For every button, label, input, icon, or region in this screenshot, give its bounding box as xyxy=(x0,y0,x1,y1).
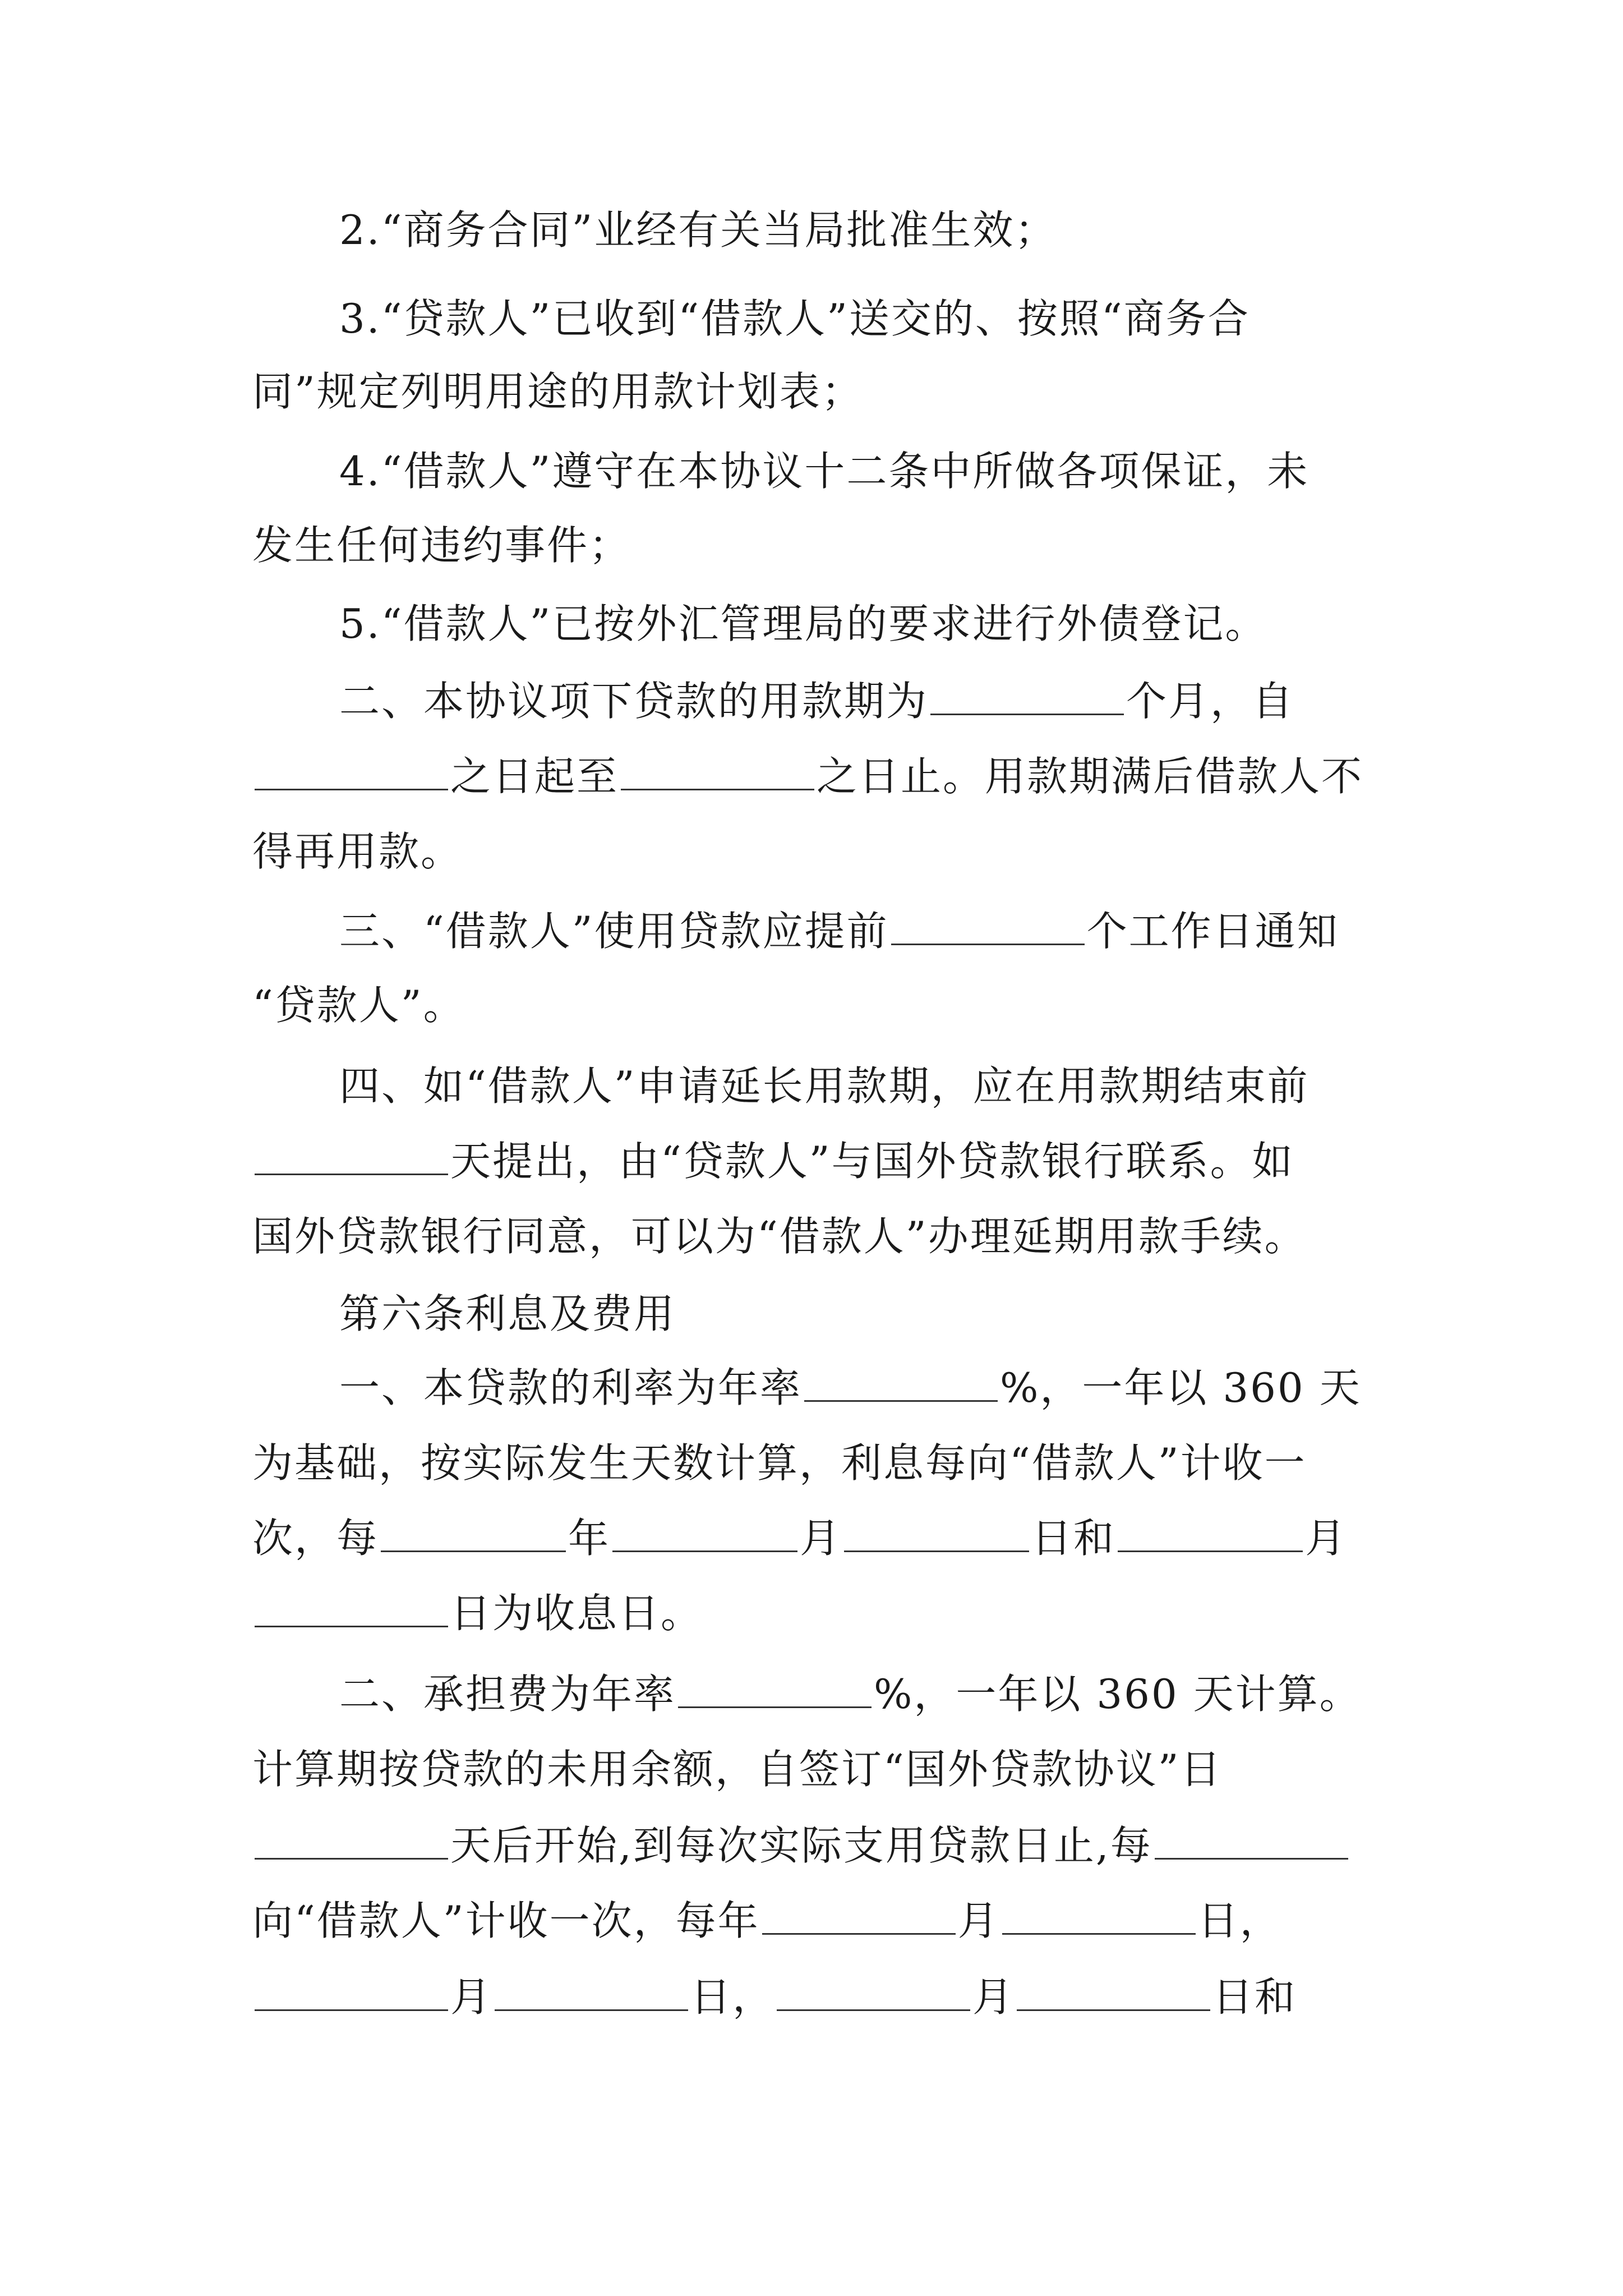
text: %，一年以 360 天计算。 xyxy=(874,1671,1362,1718)
clause-line xyxy=(252,364,1374,420)
text: 月 xyxy=(800,1515,842,1562)
text: 日， xyxy=(690,1973,775,2021)
fill-blank xyxy=(891,904,1085,945)
text: 个月，自 xyxy=(1126,678,1295,725)
text: 计算期按贷款的未用余额，自签订“国外贷款协议”日 xyxy=(252,1746,1223,1793)
text: 4.“借款人”遵守在本协议十二条中所做各项保证，未 xyxy=(339,448,1310,495)
fill-blank xyxy=(255,1819,448,1860)
fill-blank xyxy=(381,1511,566,1552)
fill-blank xyxy=(1017,1970,1210,2011)
clause-line xyxy=(252,673,1461,729)
text: 二、承担费为年率 xyxy=(339,1671,676,1718)
text: 为基础，按实际发生天数计算，利息每向“借款人”计收一 xyxy=(252,1439,1307,1487)
fill-blank xyxy=(804,1361,998,1402)
text: 次，每 xyxy=(252,1515,379,1562)
text: 三、“借款人”使用贷款应提前 xyxy=(339,908,889,955)
text: 同”规定列明用途的用款计划表； xyxy=(252,368,864,415)
text: 2.“商务合同”业经有关当局批准生效； xyxy=(339,206,1057,254)
clause-line xyxy=(252,1893,1374,1949)
clause-line xyxy=(252,291,1461,347)
clause-line xyxy=(252,903,1461,959)
text: 第六条利息及费用 xyxy=(339,1290,676,1337)
section-heading xyxy=(252,1286,1461,1342)
fill-blank xyxy=(1155,1819,1348,1860)
fill-blank xyxy=(762,1894,956,1935)
clause-line xyxy=(252,1741,1374,1797)
text: 得再用款。 xyxy=(252,828,463,875)
fill-blank xyxy=(1002,1894,1196,1935)
text: 个工作日通知 xyxy=(1086,908,1339,955)
clause-line xyxy=(252,1666,1461,1722)
fill-blank xyxy=(612,1511,797,1552)
fill-blank xyxy=(255,1134,448,1175)
clause-line xyxy=(252,1435,1374,1491)
text: 日为收息日。 xyxy=(450,1590,703,1637)
fill-blank xyxy=(255,749,448,790)
clause-line xyxy=(252,823,1374,880)
fill-blank xyxy=(495,1970,688,2011)
text: 之日止。用款期满后借款人不 xyxy=(817,753,1364,800)
text: 发生任何违约事件； xyxy=(252,522,631,569)
clause-line xyxy=(252,1360,1461,1416)
fill-blank xyxy=(621,749,814,790)
text: 月 xyxy=(1305,1515,1348,1562)
text: 向“借款人”计收一次，每年 xyxy=(252,1897,760,1944)
text: 四、如“借款人”申请延长用款期，应在用款期结束前 xyxy=(339,1062,1310,1110)
fill-blank xyxy=(930,674,1124,715)
text: “贷款人”。 xyxy=(252,982,465,1029)
clause-line xyxy=(252,1818,1374,1874)
text: 日， xyxy=(1197,1897,1282,1944)
fill-blank xyxy=(1118,1511,1303,1552)
text: 日和 xyxy=(1031,1515,1116,1562)
text: 二、本协议项下贷款的用款期为 xyxy=(339,678,929,725)
clause-line xyxy=(252,1208,1374,1264)
fill-blank xyxy=(678,1667,872,1708)
text: 国外贷款银行同意，可以为“借款人”办理延期用款手续。 xyxy=(252,1213,1307,1260)
clause-line xyxy=(252,202,1461,258)
clause-line xyxy=(252,748,1374,804)
text: 一、本贷款的利率为年率 xyxy=(339,1364,803,1411)
text: 月 xyxy=(972,1973,1015,2021)
text: %，一年以 360 天 xyxy=(1000,1364,1362,1411)
fill-blank xyxy=(777,1970,970,2011)
clause-line xyxy=(252,977,1374,1033)
text: 之日起至 xyxy=(450,753,619,800)
text: 年 xyxy=(568,1515,611,1562)
text: 天后开始,到每次实际支用贷款日止,每 xyxy=(450,1822,1152,1869)
text: 日和 xyxy=(1212,1973,1297,2021)
text: 月 xyxy=(957,1897,1000,1944)
fill-blank xyxy=(255,1970,448,2011)
clause-line xyxy=(252,517,1374,573)
clause-line xyxy=(252,443,1461,499)
clause-line xyxy=(252,1510,1374,1566)
clause-line xyxy=(252,1585,1374,1641)
clause-line xyxy=(252,1969,1374,2025)
clause-line xyxy=(252,596,1461,652)
text: 5.“借款人”已按外汇管理局的要求进行外债登记。 xyxy=(339,600,1267,647)
text: 3.“贷款人”已收到“借款人”送交的、按照“商务合 xyxy=(339,295,1250,342)
fill-blank xyxy=(844,1511,1029,1552)
fill-blank xyxy=(255,1586,448,1627)
clause-line xyxy=(252,1133,1374,1189)
text: 天提出，由“贷款人”与国外贷款银行联系。如 xyxy=(450,1138,1294,1185)
clause-line xyxy=(252,1058,1461,1114)
text: 月 xyxy=(450,1973,493,2021)
